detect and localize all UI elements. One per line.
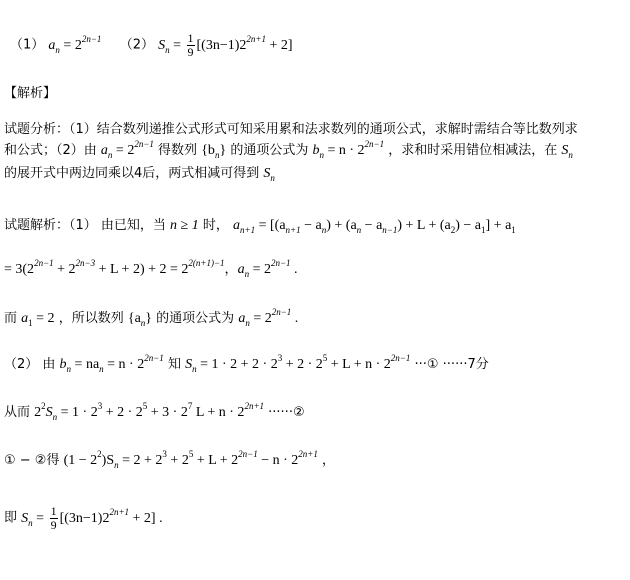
part2-label: （2） (119, 37, 154, 53)
analysis-line-3: 的展开式中两边同乘以4后，两式相减可得到 $S_n$ (4, 166, 275, 183)
solution-line-4: （2） 由 $b_n = na_n = n \cdot 2^{2n-1}$ 知 $S_n = 1 \cdot 2 + 2 \cdot 2^3 + 2 \cdot 2^5 + L + n \cdot 2^{2n-1}$ ···① ······7分 (4, 353, 489, 374)
part1-label: （1） (10, 37, 45, 53)
analysis-line-2: 和公式；（2）由 $a_n = 2^{2n-1}$ 得数列 $\{b_n\}$ 的通项公式为 $b_n = n \cdot 2^{2n-1}$ ，求和时采用错位相减法，在 $S_n$ (4, 139, 573, 160)
solution-line-5: 从而 $2^2S_n = 1 \cdot 2^3 + 2 \cdot 2^5 + 3 \cdot 2^7$ $L + n \cdot 2^{2n+1}$ ······② (4, 401, 305, 422)
answer-line (10, 32, 293, 59)
analysis-line-1: 试题分析：（1）结合数列递推公式形式可知采用累和法求数列的通项公式，求解时需结合等比数列求 (4, 122, 578, 137)
solution-line-2: = $3(2^{2n-1} + 2^{2n-3} + L + 2) + 2 = 2^{2(n+1)-1}$，$a_n = 2^{2n-1}$ . (4, 258, 298, 279)
part2-formula: $S_n$ = $\frac{1}{9}$ $[(3n-1)2^{2n+1} + 2]$ (158, 31, 293, 59)
fraction: $\frac{1}{9}$ (50, 504, 57, 532)
part1-formula: $a_n = 2^{2n-1}$ (48, 33, 102, 55)
solution-line-6: ① − ②得 $(1 - 2^2)S_n = 2 + 2^3 + 2^5 + L + 2^{2n-1} - n \cdot 2^{2n+1}$ ， (4, 449, 336, 470)
section-heading: 【解析】 (4, 86, 57, 101)
solution-line-7: 即 $S_n$ = $\frac{1}{9}$ $[(3n-1)2^{2n+1} + 2]$ . (4, 504, 163, 532)
solution-line-3: 而 $a_1 = 2$ ，所以数列 $\{a_n\}$ 的通项公式为 $a_n = 2^{2n-1}$ . (4, 307, 299, 328)
fraction: $\frac{1}{9}$ (187, 31, 194, 59)
solution-line-1: 试题解析：（1） 由已知，当 n ≥ 1 时， $a_{n+1} = [(a_{n+1} - a_n) + (a_n - a_{n-1}) + L + (a_2) - a_1] + a_1$ (4, 218, 516, 235)
